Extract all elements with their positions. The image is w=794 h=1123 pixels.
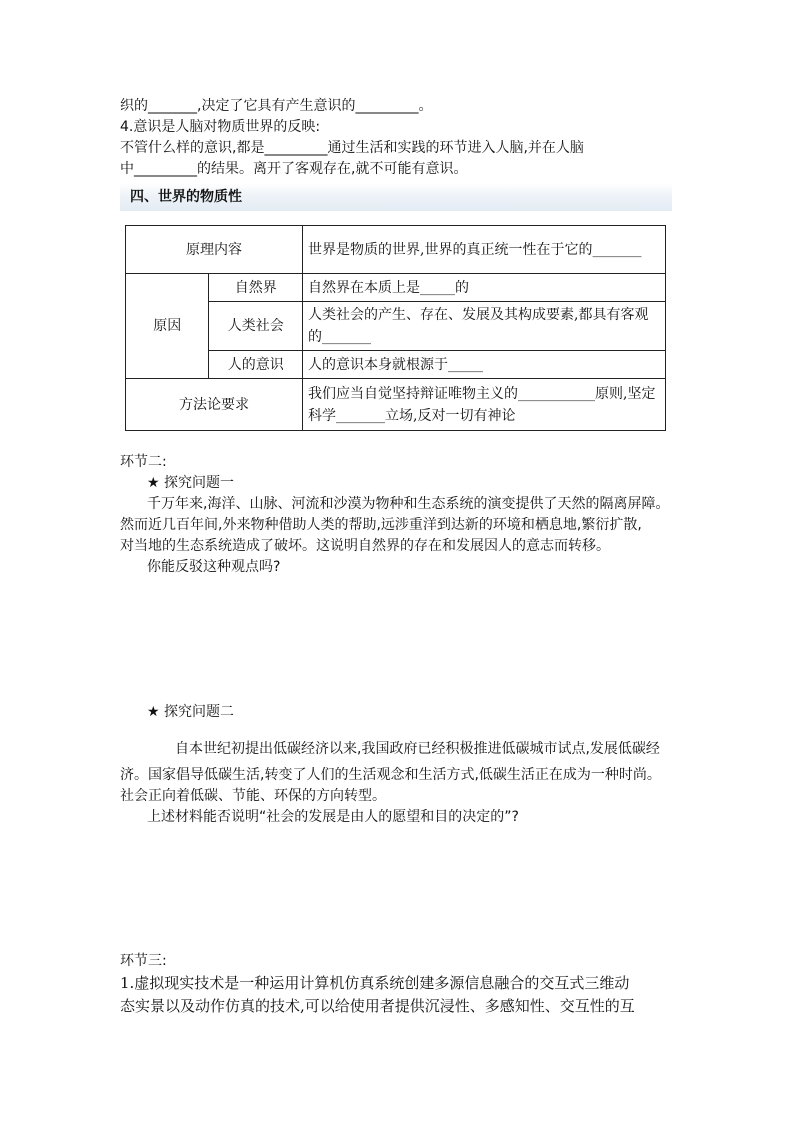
table-row	[126, 226, 666, 274]
paragraph-line: 1.虚拟现实技术是一种运用计算机仿真系统创建多源信息融合的交互式三维动	[120, 974, 630, 992]
question-title: ★ 探究问题二	[147, 704, 235, 720]
question-text: 你能反驳这种观点吗?	[147, 559, 281, 575]
principle-text: 世界是物质的世界,世界的真正统一性在于它的_______	[303, 226, 666, 274]
text-line: 中_________的结果。离开了客观存在,就不可能有意识。	[120, 161, 468, 177]
section-heading: 四、世界的物质性	[120, 183, 672, 211]
reason-label: 原因	[126, 274, 209, 379]
paragraph-line: 自本世纪初提出低碳经济以来,我国政府已经积极推进低碳城市试点,发展低碳经	[175, 741, 660, 757]
principle-label: 原理内容	[126, 226, 303, 274]
paragraph-line: 态实景以及动作仿真的技术,可以给使用者提供沉浸性、多感知性、交互性的互	[120, 997, 635, 1015]
row-label: 人类社会	[209, 302, 303, 351]
paragraph-line: 济。国家倡导低碳生活,转变了人们的生活观念和生活方式,低碳生活正在成为一种时尚。	[120, 767, 661, 783]
row-text: 人的意识本身就根源于_____	[303, 351, 666, 379]
materiality-table	[125, 225, 666, 431]
table-row	[126, 274, 666, 302]
paragraph-line: 对当地的生态系统造成了破坏。这说明自然界的存在和发展因人的意志而转移。	[120, 538, 610, 554]
row-label: 人的意识	[209, 351, 303, 379]
paragraph-line: 然而近几百年间,外来物种借助人类的帮助,远涉重洋到达新的环境和栖息地,繁衍扩散,	[120, 517, 642, 533]
text-line: 不管什么样的意识,都是_________通过生活和实践的环节进入人脑,并在人脑	[120, 140, 584, 156]
text-line: 4.意识是人脑对物质世界的反映:	[120, 119, 321, 135]
row-text: 人类社会的产生、存在、发展及其构成要素,都具有客观的_______	[303, 302, 666, 351]
text-line: 织的_______,决定了它具有产生意识的_________。	[120, 98, 433, 114]
stage-heading: 环节二:	[120, 454, 167, 470]
row-label: 自然界	[209, 274, 303, 302]
stage-heading: 环节三:	[120, 953, 167, 969]
row-text: 自然界在本质上是_____的	[303, 274, 666, 302]
method-label: 方法论要求	[126, 379, 303, 431]
question-title: ★ 探究问题一	[147, 475, 235, 491]
method-text: 我们应当自觉坚持辩证唯物主义的___________原则,坚定科学_______立场,反对一切有神论	[303, 379, 666, 431]
table-row	[126, 379, 666, 431]
question-text: 上述材料能否说明“社会的发展是由人的愿望和目的决定的”?	[147, 809, 519, 825]
paragraph-line: 千万年来,海洋、山脉、河流和沙漠为物种和生态系统的演变提供了天然的隔离屏障。	[147, 496, 670, 512]
paragraph-line: 社会正向着低碳、节能、环保的方向转型。	[120, 788, 386, 804]
